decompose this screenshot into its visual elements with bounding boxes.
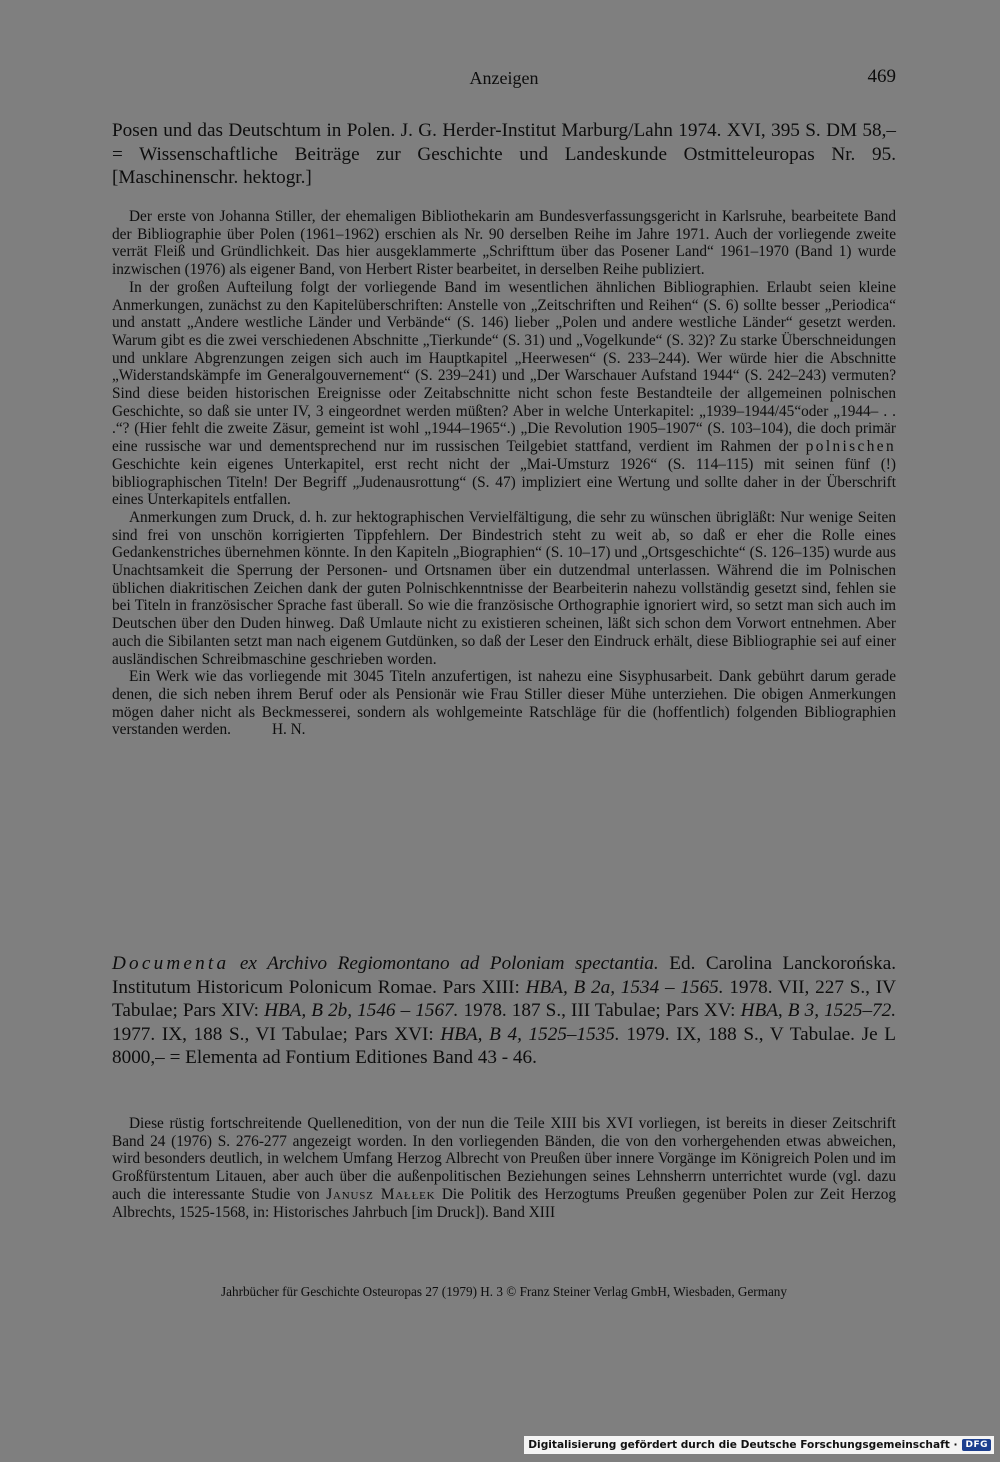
heading-italic-title: ex Archivo Regiomontano ad Poloniam spectantia. bbox=[239, 953, 659, 974]
paragraph-text: Die Politik des Herzogtums Preußen gegenüber Polen zur Zeit Herzog Albrechts, 1525-1568, in: Historisches Jahrbuch [im Druck]). Band XIII bbox=[112, 1185, 897, 1221]
review-1-paragraph-4 bbox=[112, 668, 896, 739]
heading-italic-volume: HBA, B 3, 1525–72. bbox=[740, 1000, 897, 1022]
heading-italic-volume: HBA, B 4, 1525–1535. bbox=[440, 1023, 620, 1045]
heading-italic-volume: HBA, B 2a, 1534 – 1565. bbox=[525, 976, 724, 998]
review-2-body bbox=[112, 1115, 896, 1221]
paragraph-text: Diese rüstig fortschreitende Quellenedition, von der nun die Teile XIII bis XVI vorliegen, ist bereits in dieser Zeitschrift Band 24 (1976) S. 276-277 angezeigt worden. In den vorliegenden Bänden, die von den vorhergehenden etwas abweichen, wird besonders deutlich, in welchem Umfang Herzog Albrecht von Preußen über innere Vorgänge im Königreich Polen und im Großfürstentum Litauen, aber auch über die außenpolitischen Beziehungen seines Lehnsherrn unterrichtet wurde (vgl. dazu auch die interessante Studie von bbox=[112, 1115, 896, 1203]
heading-text: 1977. IX, 188 S., VI Tabulae; Pars XVI: bbox=[112, 1023, 434, 1045]
heading-italic-volume: HBA, B 2b, 1546 – 1567. bbox=[264, 1000, 459, 1022]
heading-spaced-title: Documenta bbox=[112, 953, 230, 974]
spaced-emphasis: polnischen bbox=[805, 438, 897, 456]
heading-text: 1978. VII, 227 S., IV Tabulae; Pars XIV: bbox=[112, 976, 897, 1022]
review-2-paragraph-1 bbox=[112, 1115, 896, 1221]
heading-text: Ed. Carolina Lanckorońska. Institutum Historicum Polonicum Romae. Pars XIII: bbox=[112, 953, 897, 998]
heading-text: 1978. 187 S., III Tabulae; Pars XV: bbox=[463, 1000, 736, 1022]
review-1-paragraph-3: Anmerkungen zum Druck, d. h. zur hektographischen Vervielfältigung, die sehr zu wünschen übrigläßt: Nur wenige Seiten sind frei von unschön korrigierten Tippfehlern. Der Bindestrich steht zu weit ab, so daß er eher die Rolle eines Gedankenstriches übernehmen könnte. In den Kapiteln „Biographien“ (S. 10–17) und „Ortsgeschichte“ (S. 126–135) wurde aus Unachtsamkeit die Sperrung der Personen- und Ortsnamen über ein dutzendmal unterlassen. Während die im Polnischen üblichen diakritischen Zeichen dank der guten Polnischkenntnisse der Bearbeiterin nahezu vollständig gesetzt sind, fehlen sie bei Titeln in französischer Sprache fast überall. So wie die französische Orthographie ignoriert wird, so setzt man sich auch im Deutschen über den Duden hinweg. Daß Umlaute nicht zu existieren scheinen, läßt sich schon dem Vorwort entnehmen. Aber auch die Sibilanten setzt man nach eigenem Gutdünken, so daß der Leser den Eindruck erhält, diese Bibliographie sei auf einer ausländischen Schreibmaschine geschrieben worden. bbox=[112, 508, 896, 668]
review-1-paragraph-1: Der erste von Johanna Stiller, der ehemaligen Bibliothekarin am Bundesverfassungsgericht in Karlsruhe, bearbeitete Band der Bibliographie über Polen (1961–1962) erschien als Nr. 90 derselben Reihe im Jahre 1971. Auch der vorliegende zweite verrät Fleiß und Gründlichkeit. Das hier ausgeklammerte „Schrifttum über das Posener Land“ 1961–1970 (Band 1) wurde inzwischen (1976) als eigener Band, von Herbert Rister bearbeitet, in derselben Reihe publiziert. bbox=[112, 208, 896, 279]
author-name: Janusz Małłek bbox=[326, 1185, 436, 1203]
journal-imprint: Jahrbücher für Geschichte Osteuropas 27 (1979) H. 3 © Franz Steiner Verlag GmbH, Wiesbaden, Germany bbox=[220, 1284, 787, 1299]
running-title: Anzeigen bbox=[469, 68, 539, 88]
paragraph-text: In der großen Aufteilung folgt der vorliegende Band im wesentlichen ähnlichen Bibliographien. Erlaubt seien kleine Anmerkungen, zunächst zu den Kapitelüberschriften: Anstelle von „Zeitschriften und Reihen“ (S. 6) sollte besser „Periodica“ und anstatt „Andere westliche Länder und Verbände“ (S. 146) lieber „Polen und andere westliche Länder“ gesetzt werden. Warum gibt es die zwei verschiedenen Abschnitte „Tierkunde“ (S. 31) und „Vogelkunde“ (S. 32)? Zu starke Überschneidungen und unklare Abgrenzungen zeigen sich auch im Hauptkapitel „Heerwesen“ (S. 233–244). Wer würde hier die Abschnitte „Widerstandskämpfe im Generalgouvernement“ (S. 239–241) und „Der Warschauer Aufstand 1944“ (S. 242–243) vermuten? Sind diese beiden historischen Ereignisse oder Zeitabschnitte nicht schon feste Bestandteile der allgemeinen polnischen Geschichte, so daß sie unter IV, 3 eingeordnet werden müßten? Aber in welche Unterkapitel: „1939–1944/45“oder „1944– . . .“? (Hier fehlt die zweite Zäsur, gemeint ist wohl „1944–1965“.) „Die Revolution 1905–1907“ (S. 103–104), die doch primär eine russische war und dementsprechend nur im russischen Teilgebiet stattfand, verdient im Rahmen der bbox=[112, 278, 896, 456]
paragraph-text: Ein Werk wie das vorliegende mit 3045 Titeln anzufertigen, ist nahezu eine Sisyphusarbeit. Dank gebührt darum gerade denen, die sich neben ihrem Beruf oder als Pensionär wie Frau Stiller dieser Mühe unterziehen. Die obigen Anmerkungen mögen daher nicht als Beckmesserei, sondern als wohlgemeinte Ratschläge für die (hoffentlich) folgenden Bibliographien verstanden werden. bbox=[112, 668, 896, 739]
review-2-heading bbox=[112, 952, 896, 1070]
dfg-logo: DFG bbox=[962, 1439, 991, 1451]
review-1-heading: Posen und das Deutschtum in Polen. J. G. Herder-Institut Marburg/Lahn 1974. XVI, 395 S. DM 58,– = Wissenschaftliche Beiträge zur Geschichte und Landeskunde Ostmitteleuropas Nr. 95. [Maschinenschr. hektogr.] bbox=[112, 120, 896, 189]
review-signature: H. N. bbox=[271, 721, 306, 739]
review-1-body bbox=[112, 208, 896, 739]
review-1-paragraph-2 bbox=[112, 279, 896, 509]
running-head bbox=[112, 64, 896, 92]
digitization-banner bbox=[524, 1436, 994, 1454]
digitization-notice: Digitalisierung gefördert durch die Deutsche Forschungsgemeinschaft · bbox=[528, 1439, 958, 1451]
heading-text: 1979. IX, 188 S., V Tabulae. Je L 8000,– = Elementa ad Fontium Editiones Band 43 - 46. bbox=[112, 1023, 897, 1069]
paragraph-text: Geschichte kein eigenes Unterkapitel, erst recht nicht der „Mai-Umsturz 1926“ (S. 114–115) mit seinen fünf (!) bibliographischen Titeln! Der Begriff „Judenausrottung“ (S. 47) impliziert eine Wertung und sollte daher in der Überschrift eines Unterkapitels entfallen. bbox=[112, 455, 896, 509]
page-number: 469 bbox=[867, 66, 896, 87]
